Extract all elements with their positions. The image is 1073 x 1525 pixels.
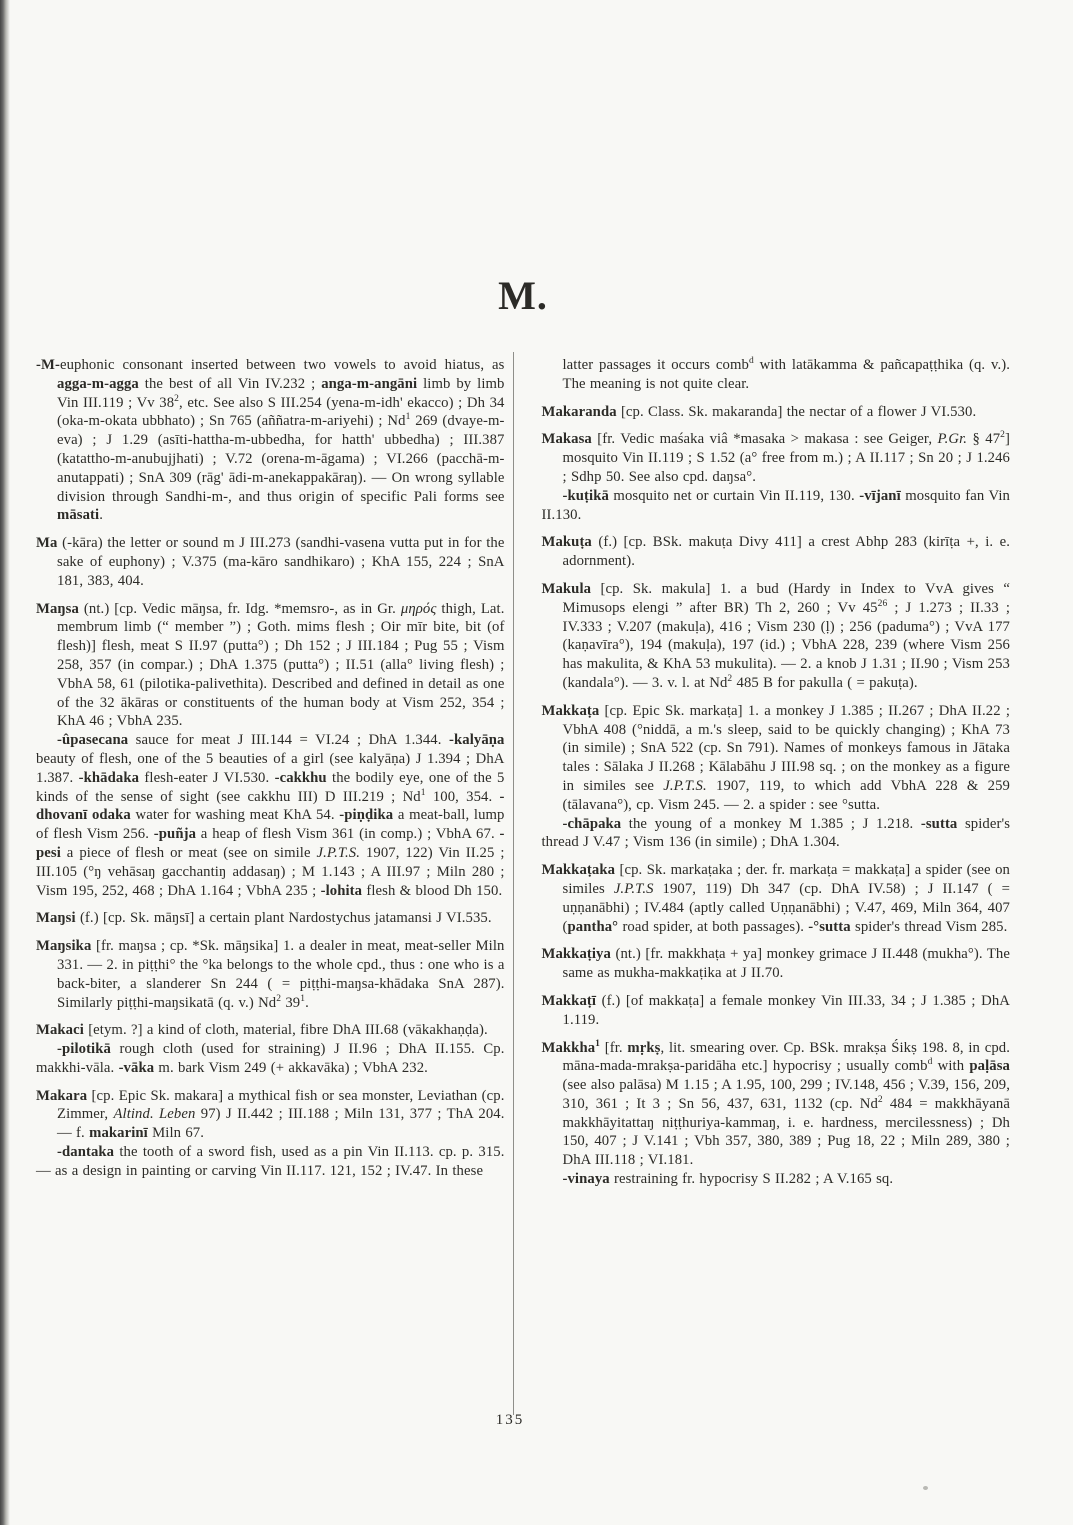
dictionary-text-block xyxy=(36,356,1010,1198)
bold-text: Maŋsika xyxy=(36,938,92,955)
superscript: d xyxy=(927,1057,933,1068)
bold-text: Makula xyxy=(541,580,592,597)
entry-paragraph: Makkaṭiya (nt.) [fr. makkhaṭa + ya] monkey grimace J II.448 (mukha°). The same as mukha-makkaṭika at J II.70. xyxy=(541,946,1010,982)
entry-paragraph: Makaci [etym. ?] a kind of cloth, material, fibre DhA III.68 (vākakhaṇḍa). xyxy=(36,1022,488,1039)
bold-text: paḷāsa xyxy=(969,1058,1010,1075)
bold-text: -M- xyxy=(36,357,60,373)
superscript: 1 xyxy=(300,993,306,1004)
italic-text: μηρός xyxy=(400,600,437,617)
bold-text: Makaci xyxy=(36,1022,84,1039)
bold-text: agga-m-agga xyxy=(57,375,139,392)
superscript: 26 xyxy=(877,598,888,609)
bold-text: -pilotikā xyxy=(57,1041,111,1058)
entry-paragraph: Maŋsa (nt.) [cp. Vedic māŋsa, fr. Idg. *memsro-, as in Gr. μηρός thigh, Lat. membrum limb (“ member ”) ; Goth. mims flesh ; Oir mīr bite, bit (of flesh)] flesh, meat S II.97 (putta°) ; Dh 152 ; J III.184 ; Pug 55 ; Vism 258, 357 (in compar.) ; DhA 1.375 (putta°) ; II.51 (alla° living flesh) ; VbhA 58, 61 (pilotika-palivethita). Described and defined in detail as one of the 32 ākāras or constituents of the human body at Vism 252, 354 ; KhA 46 ; VbhA 235. xyxy=(36,600,505,730)
bold-text: -ûpasecana xyxy=(57,732,129,749)
bold-text: -vāka xyxy=(118,1059,155,1076)
bold-text: -sutta xyxy=(920,815,958,832)
italic-text: P.Gr. xyxy=(937,431,968,448)
bold-text: -dhovanī odaka xyxy=(36,788,505,824)
entry-makara xyxy=(36,1087,505,1181)
bold-text: Ma xyxy=(36,535,58,552)
bold-text: Makuṭa xyxy=(541,534,592,551)
bold-text: -vinaya xyxy=(562,1171,610,1188)
entry-paragraph: Maŋsika [fr. maŋsa ; cp. *Sk. māŋsika] 1. a dealer in meat, meat-seller Miln 331. — 2. in piṭṭhi° the °ka belongs to the whole cpd., thus : one who is a back-biter, a slanderer Sn 244 ( = piṭṭhi-maŋsa-khādaka SnA 287). Similarly piṭṭhi-maŋsikatā (q. v.) Nd$^2$ $39^1$. xyxy=(36,938,505,1011)
entry-paragraph: Makkaṭī (f.) [of makkaṭa] a female monkey Vin III.33, 34 ; J 1.385 ; DhA 1.119. xyxy=(541,992,1010,1028)
entry-ma xyxy=(36,534,505,590)
entry-makkata xyxy=(542,702,1011,852)
entry-paragraph: Maŋsi (f.) [cp. Sk. māŋsī] a certain plant Nardostychus jatamansi J VI.535. xyxy=(36,910,492,927)
bold-text: -vījanī xyxy=(859,487,901,504)
entry-mansa xyxy=(36,600,505,901)
entry-makuta xyxy=(542,533,1011,571)
superscript: 1 xyxy=(420,787,426,798)
superscript: d xyxy=(748,356,754,367)
italic-text: J.P.T.S. xyxy=(663,777,707,794)
bold-text: -pesi xyxy=(36,826,505,861)
entry-paragraph: Makasa [fr. Vedic maśaka viâ *masaka > makasa : see Geiger, P.Gr. § $47^2$] mosquito Vin II.119 ; S 1.52 (a° free from m.) ; A II.117 ; Sn 20 ; J 1.246 ; Sdhp 50. See also cpd. daŋsa°. xyxy=(541,430,1010,485)
superscript: 2 xyxy=(174,393,180,404)
entry-paragraph: -M-euphonic consonant inserted between two vowels to avoid hiatus, as agga-m-agga the best of all Vin IV.232 ; anga-m-angāni limb by limb Vin III.119 ; Vv $38^2$, etc. See also S III.254 (yena-m-idh' ekacco) ; Dh 34 (oka-m-okata ubbhato) ; Sn 765 (aññatra-m-ariyehi) ; Nd$^1$ 269 (dvaye-m-eva) ; J 1.29 (asīti-hattha-m-ubbedha, for hatth' ubbedha) ; III.387 (katattho-m-anubujjhati) ; V.72 (orena-m-āgama) ; VI.266 (pacchā-m-anutappati) ; SnA 309 (rāg' ādi-m-anekappakāraŋ). — On wrong syllable division through Sandhi-m-, and thus origin of specific Pali forms see māsati. xyxy=(36,357,505,524)
bold-text: anga-m-angāni xyxy=(321,375,418,392)
bold-text: Makkha xyxy=(541,1039,596,1056)
entry-paragraph: Makara [cp. Epic Sk. makara] a mythical fish or sea monster, Leviathan (cp. Zimmer, Altind. Leben 97) J II.442 ; III.188 ; Miln 131, 377 ; ThA 204. — f. makarinī Miln 67. xyxy=(36,1087,505,1142)
bold-text: -puñja xyxy=(153,826,197,843)
entry-compounds-paragraph: -chāpaka the young of a monkey M 1.385 ; J 1.218. -sutta spider's thread J V.47 ; Vism 136 (in simile) ; DhA 1.304. xyxy=(541,815,1011,851)
bold-text: Makkaṭaka xyxy=(541,862,616,879)
bold-text: -kalyāṇa xyxy=(449,732,505,749)
superscript: 1 xyxy=(405,412,411,423)
entry-paragraph: Makkaṭaka [cp. Sk. markaṭaka ; der. fr. markaṭa = makkaṭa] a spider (see on similes J.P.T.S 1907, 119) Dh 347 (cp. DhA IV.58) ; J II.147 ( = uṇṇanābhi) ; IV.484 (aptly called Uṇṇanābhi) ; V.47, 469, Miln 364, 407 (pantha° road spider, at both passages). -°sutta spider's thread Vism 285. xyxy=(541,862,1010,935)
bold-text: -dantaka xyxy=(57,1144,115,1161)
bold-text: -kuṭikā xyxy=(562,487,609,504)
bold-text: mṛkṣ xyxy=(627,1039,661,1056)
bold-text: māsati xyxy=(57,507,100,524)
bold-text: Maŋsi xyxy=(36,910,76,927)
entry-mansika xyxy=(36,937,505,1012)
italic-text: J.P.T.S. xyxy=(316,844,361,861)
entry-paragraph: Makuṭa (f.) [cp. BSk. makuṭa Divy 411] a crest Abhp 283 (kirīṭa +, i. e. adornment). xyxy=(541,534,1010,570)
right-column xyxy=(542,356,1011,1198)
bold-text: Makkaṭa xyxy=(541,702,600,719)
entry-compounds-paragraph: -dantaka the tooth of a sword fish, used as a pin Vin II.113. cp. p. 315. — as a design in painting or carving Vin II.117. 121, 152 ; IV.47. In these xyxy=(36,1144,505,1179)
entry-makaranda xyxy=(542,403,1011,422)
scan-edge-shadow xyxy=(0,0,10,1525)
bold-text: Makkaṭī xyxy=(541,992,597,1009)
bold-text: -cakkhu xyxy=(274,769,327,786)
left-column xyxy=(36,356,505,1198)
superscript: 2 xyxy=(877,1095,883,1105)
entry-makkha xyxy=(542,1039,1011,1189)
bold-text: Makaranda xyxy=(541,403,617,420)
bold-text: makarinī xyxy=(89,1125,148,1142)
entry-compounds-paragraph: -kuṭikā mosquito net or curtain Vin II.119, 130. -vījanī mosquito fan Vin II.130. xyxy=(541,487,1010,523)
page-number: 135 xyxy=(495,1412,525,1428)
entry-paragraph: Ma (-kāra) the letter or sound m J III.273 (sandhi-vasena vutta put in for the sake of euphony) ; V.375 (ma-kāro sandhikaro) ; KhA 155, 224 ; SnA 181, 383, 404. xyxy=(36,535,505,589)
superscript: 2 xyxy=(1000,430,1005,441)
entry-compounds-paragraph: -pilotikā rough cloth (used for straining) J II.96 ; DhA II.155. Cp. makkhi-vāla. -vāka m. bark Vism 249 (+ akkavāka) ; VbhA 232. xyxy=(36,1041,505,1076)
bold-text: Makkaṭiya xyxy=(541,946,611,963)
bold-text: Makara xyxy=(36,1087,88,1104)
entry-makkataka xyxy=(542,861,1011,936)
bold-text: -lohita xyxy=(320,882,363,899)
bold-superscript: 1 xyxy=(595,1038,601,1049)
entry-makaci xyxy=(36,1021,505,1077)
entry-paragraph: Makkha$^1$ [fr. mṛkṣ, lit. smearing over. Cp. BSk. mrakṣa Śikṣ 198. 8, in cpd. māna-mada-mrakṣa-paridāha etc.] hypocrisy ; usually comb$^d$ with paḷāsa (see also palāsa) M 1.15 ; A 1.95, 100, 299 ; IV.148, 456 ; V.39, 156, 209, 310, 361 ; It 3 ; Sn 56, 437, 631, 1132 (cp. Nd$^2$ 484 = makkhāyanā makkhāyitattaŋ niṭṭhuriya-kammaŋ, i. e. hardness, mercilessness) ; Dh 150, 407 ; J V.141 ; Vbh 357, 380, 389 ; Pug 18, 22 ; Miln 289, 380 ; DhA III.118 ; VI.181. xyxy=(541,1038,1011,1169)
entry-compounds-paragraph: -vinaya restraining fr. hypocrisy S II.282 ; A V.165 sq. xyxy=(562,1171,894,1188)
scan-speck xyxy=(923,1486,928,1490)
entry-paragraph: Makkaṭa [cp. Epic Sk. markaṭa] 1. a monkey J 1.385 ; II.267 ; DhA II.22 ; VbhA 408 (°niddā, a m.'s sleep, said to be quickly changing) ; KhA 73 (in simile) ; SnA 522 (cp. Sn 791). Names of monkeys famous in Jātaka tales : Sālaka J II.268 ; Kālabāhu J III.98 sq. ; on the monkey as a figure in similes see J.P.T.S. 1907, 119, to which add VbhA 228 & 259 (tālavana°), cp. Vism 245. — 2. a spider : see °sutta. xyxy=(541,702,1010,813)
bold-text: -chāpaka xyxy=(562,815,622,832)
italic-text: J.P.T.S xyxy=(613,880,654,897)
entry-continuation-paragraph: latter passages it occurs comb$^d$ with latākamma & pañcapaṭṭhika (q. v.). The meaning is not quite clear. xyxy=(562,356,1010,392)
entry-continuation xyxy=(542,356,1011,394)
bold-text: -khādaka xyxy=(78,769,140,786)
bold-text: -piṇḍika xyxy=(339,807,394,824)
entry-makasa xyxy=(542,430,1011,524)
bold-text: Makasa xyxy=(541,431,592,448)
italic-text: Altind. Leben xyxy=(113,1106,196,1123)
entry-m-euphonic xyxy=(36,356,505,525)
entry-makkati xyxy=(542,992,1011,1030)
entry-paragraph: Makula [cp. Sk. makula] 1. a bud (Hardy in Index to VvA gives “ Mimusops elengi ” after BR) Th 2, 260 ; Vv $45^{26}$ ; J 1.273 ; II.33 ; IV.333 ; V.207 (makuḷa), 416 ; Vism 230 (ḷ) ; 256 (paduma°) ; VvA 177 (kaṇavīra°), 194 (makuḷa), 197 (id.) ; VbhA 228, 239 (where Vism 256 has makulita, & KhA 53 mukulita). — 2. a knob J 1.31 ; II.90 ; Vism 253 (kandala°). — 3. v. l. at Nd$^2$ 485 B for pakulla ( = pakuṭa). xyxy=(541,580,1010,691)
page-heading: M. xyxy=(498,273,548,318)
entry-mansi xyxy=(36,909,505,928)
entry-paragraph: Makaranda [cp. Class. Sk. makaranda] the nectar of a flower J VI.530. xyxy=(541,403,977,420)
bold-text: pantha° xyxy=(567,918,619,935)
superscript: 2 xyxy=(727,674,733,685)
bold-text: -°sutta xyxy=(808,918,851,935)
bold-text: Maŋsa xyxy=(36,600,79,617)
entry-compounds-paragraph: -ûpasecana sauce for meat J III.144 = VI.24 ; DhA 1.344. -kalyāṇa beauty of flesh, one of the 5 beauties of a girl (see kalyāṇa) J 1.394 ; DhA 1.387. -khādaka flesh-eater J VI.530. -cakkhu the bodily eye, one of the 5 kinds of the sense of sight (see cakkhu III) D III.219 ; Nd$^1$ 100, 354. -dhovanī odaka water for washing meat KhA 54. -piṇḍika a meat-ball, lump of flesh Vism 256. -puñja a heap of flesh Vism 361 (in comp.) ; VbhA 67. -pesi a piece of flesh or meat (see on simile J.P.T.S. 1907, 122) Vin II.25 ; III.105 (°ŋ vehāsaŋ gacchantiŋ addasaŋ) ; M 1.143 ; A III.97 ; Miln 280 ; Vism 195, 252, 468 ; DhA 1.164 ; VbhA 235 ; -lohita flesh & blood Dh 150. xyxy=(36,732,505,899)
entry-makkatiya xyxy=(542,945,1011,983)
superscript: 2 xyxy=(276,993,282,1004)
entry-makula xyxy=(542,580,1011,693)
